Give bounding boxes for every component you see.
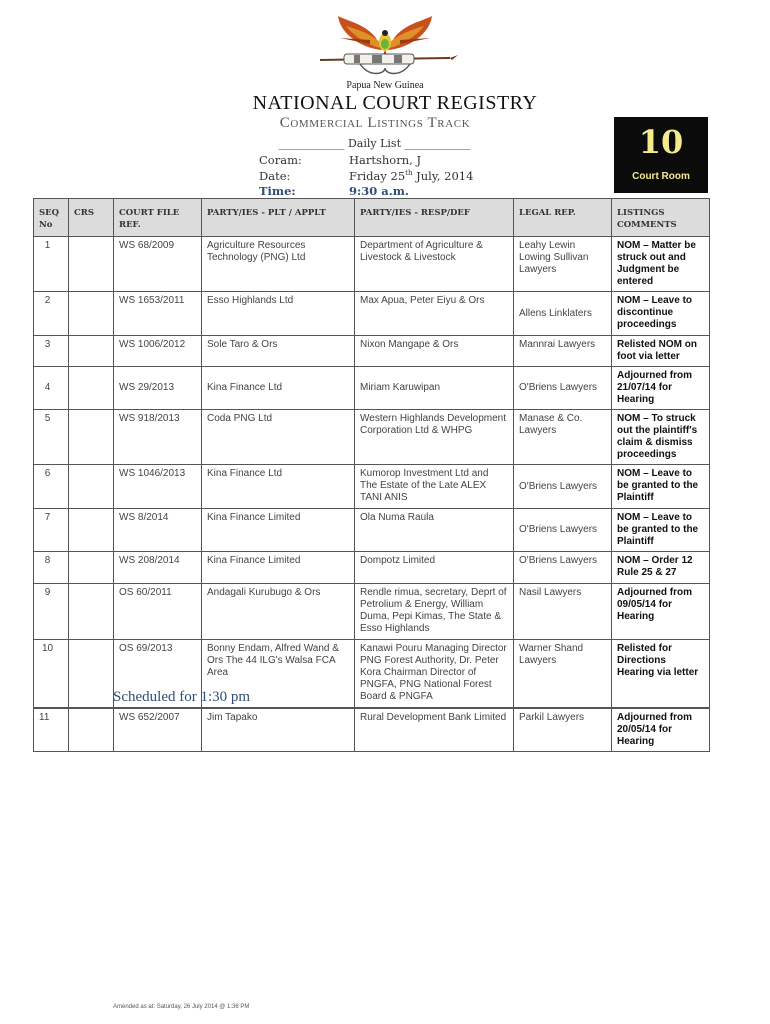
- cell-legal-rep: O'Briens Lawyers: [514, 465, 612, 509]
- date-value-rest: July, 2014: [412, 169, 474, 183]
- cell-file-ref: WS 29/2013: [114, 367, 202, 410]
- kundu-drum-spear-icon: [320, 54, 458, 74]
- cell-seq: 4: [34, 367, 69, 410]
- cell-comment: NOM – Matter be struck out and Judgment be entered: [612, 237, 710, 292]
- cell-seq: 6: [34, 465, 69, 509]
- cell-legal-rep: O'Briens Lawyers: [514, 367, 612, 410]
- cell-plaintiff: Bonny Endam, Alfred Wand & Ors The 44 ILG's Walsa FCA Area: [202, 640, 355, 708]
- cell-seq: 11: [34, 709, 69, 752]
- cell-legal-rep: Manase & Co. Lawyers: [514, 410, 612, 465]
- cell-respondent: Nixon Mangape & Ors: [355, 336, 514, 367]
- cell-file-ref: WS 1046/2013: [114, 465, 202, 509]
- cell-legal-rep: Nasil Lawyers: [514, 584, 612, 640]
- cell-plaintiff: Kina Finance Limited: [202, 552, 355, 584]
- cell-crs: [69, 237, 114, 292]
- listings-table: [33, 198, 710, 708]
- date-value-suffix: th: [405, 169, 413, 178]
- cell-comment: Relisted for Directions Hearing via letter: [612, 640, 710, 708]
- bird-of-paradise-icon: [338, 16, 432, 58]
- cell-seq: 7: [34, 509, 69, 552]
- cell-respondent: Western Highlands Development Corporation Ltd & WHPG: [355, 410, 514, 465]
- cell-file-ref: WS 652/2007: [114, 709, 202, 752]
- cell-file-ref: OS 69/2013: [114, 640, 202, 708]
- cell-crs: [69, 509, 114, 552]
- coram-value: Hartshorn, J: [349, 153, 422, 167]
- cell-respondent: Miriam Karuwipan: [355, 367, 514, 410]
- table-row: [34, 367, 710, 410]
- cell-comment: Adjourned from 20/05/14 for Hearing: [612, 709, 710, 752]
- cell-crs: [69, 292, 114, 336]
- cell-legal-rep: Allens Linklaters: [514, 292, 612, 336]
- cell-file-ref: WS 1653/2011: [114, 292, 202, 336]
- cell-file-ref: WS 1006/2012: [114, 336, 202, 367]
- cell-comment: Adjourned from 09/05/14 for Hearing: [612, 584, 710, 640]
- cell-plaintiff: Kina Finance Ltd: [202, 367, 355, 410]
- time-value: 9:30 a.m.: [349, 184, 409, 198]
- cell-plaintiff: Andagali Kurubugo & Ors: [202, 584, 355, 640]
- cell-comment: NOM – To struck out the plaintiff's claim & dismiss proceedings: [612, 410, 710, 465]
- cell-plaintiff: Coda PNG Ltd: [202, 410, 355, 465]
- emblem-caption: Papua New Guinea: [346, 80, 424, 91]
- date-value-day: Friday 25: [349, 169, 406, 183]
- cell-comment: Relisted NOM on foot via letter: [612, 336, 710, 367]
- cell-crs: [69, 410, 114, 465]
- cell-file-ref: OS 60/2011: [114, 584, 202, 640]
- cell-seq: 8: [34, 552, 69, 584]
- cell-seq: 9: [34, 584, 69, 640]
- cell-crs: [69, 584, 114, 640]
- cell-seq: 10: [34, 640, 69, 708]
- column-header-comments: LISTINGS COMMENTS: [612, 199, 710, 237]
- cell-respondent: Ola Numa Raula: [355, 509, 514, 552]
- table-row: [34, 237, 710, 292]
- table-row: [34, 465, 710, 509]
- column-header-respondent: PARTY/IES - RESP/DEF: [355, 199, 514, 237]
- column-header-file-ref: COURT FILE REF.: [114, 199, 202, 237]
- cell-seq: 1: [34, 237, 69, 292]
- cell-comment: NOM – Leave to be granted to the Plaintiff: [612, 509, 710, 552]
- cell-file-ref: WS 208/2014: [114, 552, 202, 584]
- cell-comment: NOM – Leave to discontinue proceedings: [612, 292, 710, 336]
- table-row: [34, 509, 710, 552]
- column-header-seq: SEQ No: [34, 199, 69, 237]
- cell-respondent: Dompotz Limited: [355, 552, 514, 584]
- page-subtitle: Commercial Listings Track: [279, 115, 471, 131]
- cell-respondent: Kumorop Investment Ltd and The Estate of the Late ALEX TANI ANIS: [355, 465, 514, 509]
- cell-plaintiff: Sole Taro & Ors: [202, 336, 355, 367]
- cell-file-ref: WS 918/2013: [114, 410, 202, 465]
- cell-respondent: Rendle rimua, secretary, Deprt of Petrolium & Energy, William Duma, Pepi Kimas, The State & Esso Highlands: [355, 584, 514, 640]
- cell-comment: Adjourned from 21/07/14 for Hearing: [612, 367, 710, 410]
- date-value: [349, 169, 473, 183]
- afternoon-session-heading: Scheduled for 1:30 pm: [113, 689, 251, 705]
- cell-respondent: Max Apua, Peter Eiyu & Ors: [355, 292, 514, 336]
- table-row: [34, 410, 710, 465]
- column-header-plaintiff: PARTY/IES - PLT / APPLT: [202, 199, 355, 237]
- cell-crs: [69, 367, 114, 410]
- court-room-badge: [614, 117, 708, 193]
- time-label: Time:: [259, 184, 296, 198]
- cell-legal-rep: Mannrai Lawyers: [514, 336, 612, 367]
- cell-file-ref: WS 68/2009: [114, 237, 202, 292]
- table-row: [34, 584, 710, 640]
- coram-label: Coram:: [259, 153, 302, 167]
- cell-plaintiff: Esso Highlands Ltd: [202, 292, 355, 336]
- png-emblem-icon: [310, 8, 460, 80]
- cell-plaintiff: Kina Finance Ltd: [202, 465, 355, 509]
- page-title: NATIONAL COURT REGISTRY: [252, 92, 538, 114]
- column-header-crs: CRS: [69, 199, 114, 237]
- table-header-row: [34, 199, 710, 237]
- cell-comment: NOM – Order 12 Rule 25 & 27: [612, 552, 710, 584]
- daily-list-heading: ____________ Daily List ____________: [278, 137, 471, 150]
- cell-plaintiff: Agriculture Resources Technology (PNG) Ltd: [202, 237, 355, 292]
- cell-file-ref: WS 8/2014: [114, 509, 202, 552]
- table-row: [34, 336, 710, 367]
- cell-legal-rep: Leahy Lewin Lowing Sullivan Lawyers: [514, 237, 612, 292]
- amended-footer-note: Amended as at: Saturday, 26 July 2014 @ 1:36 PM: [113, 1004, 250, 1010]
- cell-crs: [69, 640, 114, 708]
- cell-respondent: Department of Agriculture & Livestock & Livestock: [355, 237, 514, 292]
- cell-crs: [69, 465, 114, 509]
- table-row: [34, 552, 710, 584]
- cell-respondent: Kanawi Pouru Managing Director PNG Forest Authority, Dr. Peter Kora Chairman Director of PNGFA, PNG National Forest Board & PNGFA: [355, 640, 514, 708]
- date-label: Date:: [259, 169, 291, 183]
- cell-legal-rep: Warner Shand Lawyers: [514, 640, 612, 708]
- table-row: [34, 292, 710, 336]
- cell-legal-rep: O'Briens Lawyers: [514, 552, 612, 584]
- cell-plaintiff: Jim Tapako: [202, 709, 355, 752]
- afternoon-listings-table: [33, 708, 710, 752]
- column-header-legal-rep: LEGAL REP.: [514, 199, 612, 237]
- cell-legal-rep: Parkil Lawyers: [514, 709, 612, 752]
- table-row: [34, 709, 710, 752]
- court-room-label: Court Room: [632, 171, 690, 182]
- cell-respondent: Rural Development Bank Limited: [355, 709, 514, 752]
- cell-seq: 3: [34, 336, 69, 367]
- cell-seq: 5: [34, 410, 69, 465]
- cell-crs: [69, 709, 114, 752]
- cell-comment: NOM – Leave to be granted to the Plaintiff: [612, 465, 710, 509]
- cell-seq: 2: [34, 292, 69, 336]
- cell-crs: [69, 552, 114, 584]
- cell-legal-rep: O'Briens Lawyers: [514, 509, 612, 552]
- cell-crs: [69, 336, 114, 367]
- court-room-number: 10: [638, 123, 684, 161]
- cell-plaintiff: Kina Finance Limited: [202, 509, 355, 552]
